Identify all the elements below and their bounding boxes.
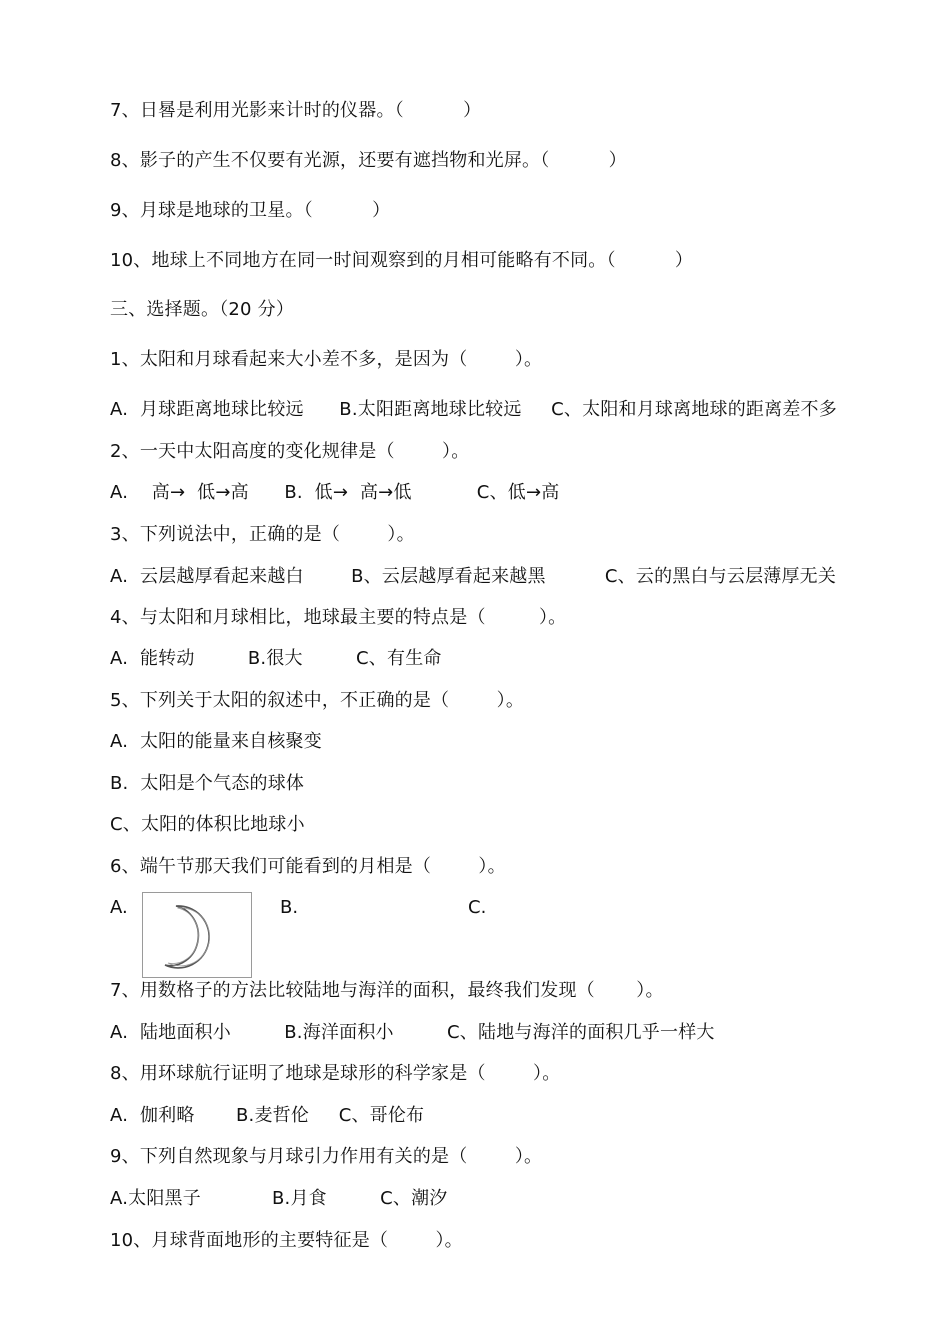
question-9: 9、下列自然现象与月球引力作用有关的是（ ）。 [110, 1146, 543, 1167]
question-5: 5、下列关于太阳的叙述中，不正确的是（ ）。 [110, 690, 525, 711]
question-10: 10、月球背面地形的主要特征是（ ）。 [110, 1230, 463, 1251]
question-1: 1、太阳和月球看起来大小差不多，是因为（ ）。 [110, 349, 543, 370]
question-8-options: A. 伽利略 B.麦哲伦 C、哥伦布 [110, 1105, 425, 1126]
question-5-option-a: A. 太阳的能量来自核聚变 [110, 731, 322, 752]
question-6: 6、端午节那天我们可能看到的月相是（ ）。 [110, 856, 506, 877]
question-6-option-c: C. [468, 897, 487, 918]
crescent-moon-icon [143, 893, 253, 979]
tf-item-8: 8、影子的产生不仅要有光源，还要有遮挡物和光屏。（ ） [110, 150, 627, 171]
question-9-options: A.太阳黑子 B.月食 C、潮汐 [110, 1188, 448, 1209]
question-5-option-c: C、太阳的体积比地球小 [110, 814, 305, 835]
moon-image-box [142, 892, 252, 978]
question-2-options: A. 高→ 低→高 B. 低→ 高→低 C、低→高 [110, 482, 560, 503]
question-6-option-a: A. [110, 897, 128, 918]
question-8: 8、用环球航行证明了地球是球形的科学家是（ ）。 [110, 1063, 561, 1084]
question-7-options: A. 陆地面积小 B.海洋面积小 C、陆地与海洋的面积几乎一样大 [110, 1022, 715, 1043]
question-3-options: A. 云层越厚看起来越白 B、云层越厚看起来越黑 C、云的黑白与云层薄厚无关 [110, 566, 837, 587]
question-1-options: A. 月球距离地球比较远 B.太阳距离地球比较远 C、太阳和月球离地球的距离差不多 [110, 399, 837, 420]
question-2: 2、一天中太阳高度的变化规律是（ ）。 [110, 441, 470, 462]
tf-item-9: 9、月球是地球的卫星。（ ） [110, 200, 391, 221]
question-7: 7、用数格子的方法比较陆地与海洋的面积，最终我们发现（ ）。 [110, 980, 664, 1001]
section-title: 三、选择题。（20 分） [110, 299, 295, 320]
question-5-option-b: B. 太阳是个气态的球体 [110, 773, 305, 794]
tf-item-10: 10、地球上不同地方在同一时间观察到的月相可能略有不同。（ ） [110, 250, 694, 271]
question-3: 3、下列说法中，正确的是（ ）。 [110, 524, 415, 545]
question-4-options: A. 能转动 B.很大 C、有生命 [110, 648, 442, 669]
tf-item-7: 7、日晷是利用光影来计时的仪器。（ ） [110, 100, 482, 121]
question-6-option-b: B. [280, 897, 299, 918]
question-4: 4、与太阳和月球相比，地球最主要的特点是（ ）。 [110, 607, 567, 628]
